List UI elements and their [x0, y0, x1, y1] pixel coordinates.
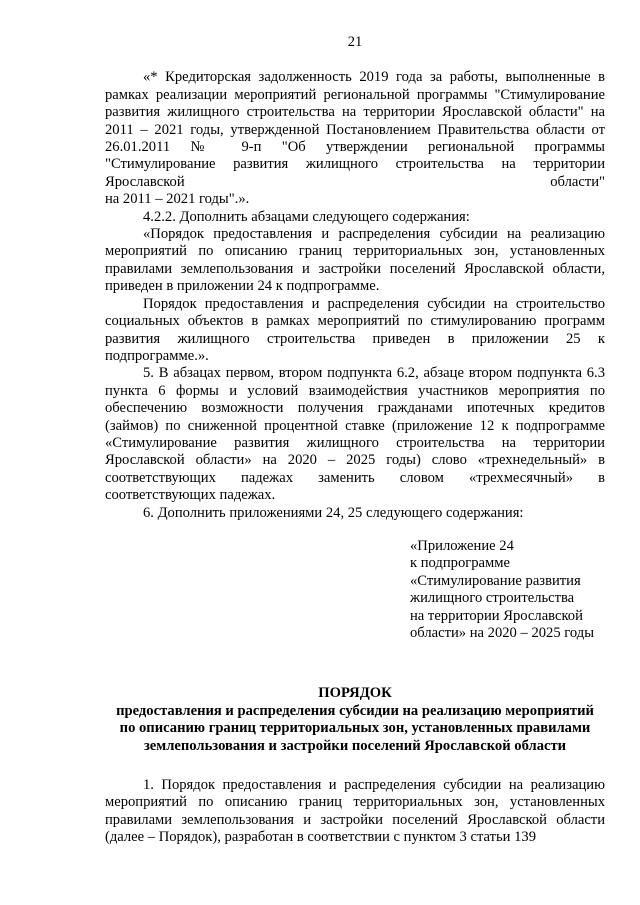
procedure-paragraph-appendix-25: Порядок предоставления и распределения субсидии на строительство социальных объектов в рамках мероприятий по стимулированию программ развития жилищного строительства приведен в приложении 25 к подпрограмме.».	[105, 295, 605, 364]
procedure-paragraph-appendix-24: «Порядок предоставления и распределения субсидии на реализацию мероприятий по описанию границ территориальных зон, установленных правилами землепользования и застройки поселений Ярославской области, приведен в приложении 24 к подпрограмме.	[105, 226, 605, 295]
footnote-line: 26.01.2011 № 9-п "Об утверждении региональной программы	[105, 139, 605, 156]
footnote-line: рамках реализации мероприятий региональной программы "Стимулирование	[105, 86, 605, 103]
appendix-header	[410, 538, 605, 642]
appendix-line: «Приложение 24	[410, 537, 514, 554]
subtitle-line: землепользования и застройки поселений Ярославской области	[143, 737, 567, 754]
document-title: ПОРЯДОК	[318, 685, 392, 702]
appendix-line: «Стимулирование развития	[410, 572, 581, 589]
appendix-line: жилищного строительства	[410, 590, 575, 607]
subtitle-line: предоставления и распределения субсидии на реализацию мероприятий	[116, 702, 594, 719]
appendix-line: на территории Ярославской	[410, 607, 583, 624]
amendment-paragraph-5: 5. В абзацах первом, втором подпункта 6.2, абзаце втором подпункта 6.3 пункта 6 формы и условий взаимодействия участников мероприятия по обеспечению возможности получения гражданами ипотечных кредитов (займов) по сниженной процентной ставке (приложение 12 к подпрограмме «Стимулирование развития жилищного строительства на территории Ярославской области» на 2020 – 2025 годы) слово «трехнедельный» в соответствующих падежах заменить словом «трехмесячный» в соответствующих падежах.	[105, 365, 605, 504]
footnote-paragraph	[105, 69, 605, 208]
footnote-line: на 2011 – 2021 годы".».	[105, 191, 250, 208]
procedure-paragraph-1: 1. Порядок предоставления и распределения субсидии на реализацию мероприятий по описанию границ территориальных зон, установленных правилами землепользования и застройки поселений Ярославской области (далее – Порядок), разработан в соответствии с пунктом 3 статьи 139	[105, 777, 605, 846]
footnote-line: Ярославской области"	[105, 173, 605, 190]
footnote-line: "Стимулирование развития жилищного строительства на территории	[105, 156, 605, 173]
footnote-line: развития жилищного строительства на территории Ярославской области" на	[105, 104, 605, 121]
subtitle-line: по описанию границ территориальных зон, установленных правилами	[119, 720, 591, 737]
document-page	[105, 34, 605, 847]
footnote-line: 2011 – 2021 годы, утвержденной Постановлением Правительства области от	[105, 121, 605, 138]
amendment-paragraph-6: 6. Дополнить приложениями 24, 25 следующего содержания:	[143, 504, 524, 521]
appendix-line: области» на 2020 – 2025 годы	[410, 625, 595, 641]
appendix-line: к подпрограмме	[410, 555, 510, 572]
amendment-paragraph-4-2-2: 4.2.2. Дополнить абзацами следующего содержания:	[143, 208, 470, 225]
page-number: 21	[347, 34, 363, 50]
document-subtitle	[105, 703, 605, 755]
footnote-line: «* Кредиторская задолженность 2019 года за работы, выполненные в	[143, 69, 605, 86]
